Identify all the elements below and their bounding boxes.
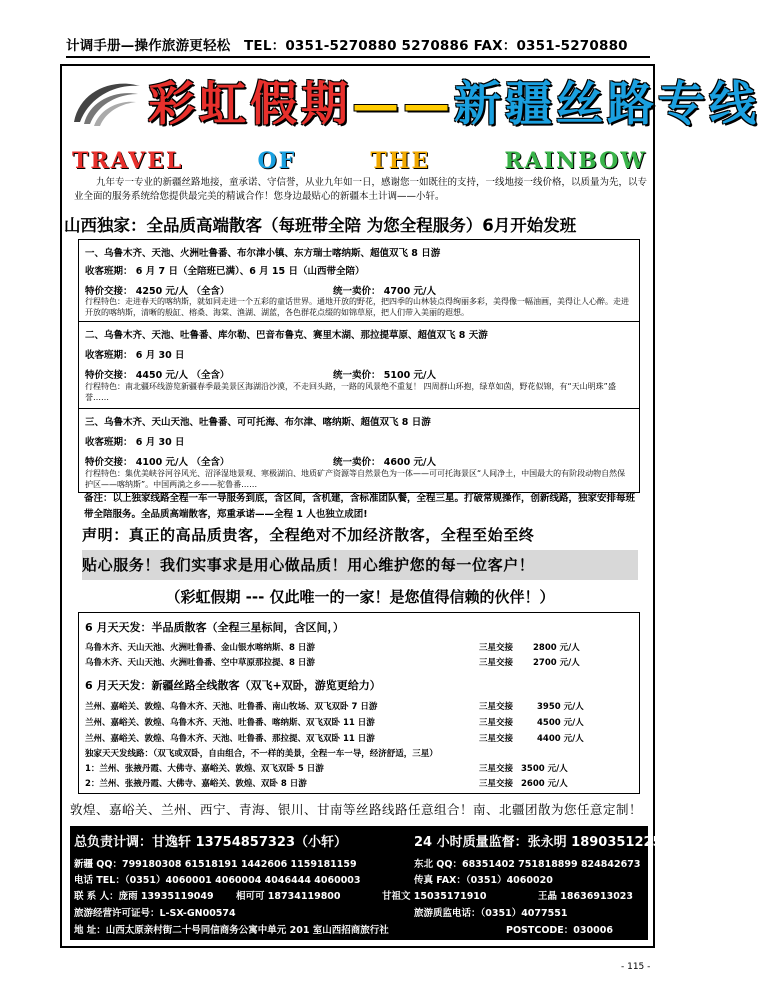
daily-label: 三星交接 [479, 643, 514, 653]
daily-route: 乌鲁木齐、天山天池、火洲吐鲁番、金山银水喀纳斯、8 日游 [85, 643, 315, 653]
route-feature: 行程特色：集优美峡谷河谷风光、沼泽湿地景观、寒极湖泊、地质矿产资源等自然景色为一体——可可托海景区“人间净土，中国最大的有阶段动物自然保护区——喀纳斯”。中国两淌之乡——驼鲁番…… [85, 469, 626, 489]
intro-paragraph: 九年专一专业的新疆丝路地接，童承诺、守信誉，从业九年如一日，感谢您一如既往的支持，一线地接一线价格，以质量为先，以专业全面的服务系统给您提供最完美的精诚合作！您身边最贴心的新疆本土计调——小轩。 [74, 177, 648, 202]
daily-price: 2700 元/人 [533, 658, 580, 668]
fax: 传真 FAX：（0351）4060020 [414, 875, 553, 886]
daily-price: 2600 元/人 [521, 779, 568, 789]
daily-label: 三星交接 [479, 779, 514, 789]
daily-price: 3500 元/人 [521, 764, 568, 774]
route-price: 特价交接： 4100 元/人 （全含） [85, 457, 230, 468]
route-price: 特价交接： 4450 元/人 （全含） [85, 370, 230, 381]
daily-label: 三星交接 [479, 718, 514, 728]
postcode: POSTCODE：030006 [506, 925, 613, 936]
brand-title [148, 72, 760, 138]
contact-person: 甘祖文 15035171910 [382, 891, 487, 902]
exclusive-daily-heading: 独家天天发线路：（双飞或双卧，自由组合，不一样的美景，全程一车一导，经济舒适，三星） [85, 749, 438, 759]
quality-supervisor: 24 小时质量监督：张永明 18903512258 [414, 835, 671, 850]
travel-word: TRAVEL [72, 148, 184, 174]
semi-quality-heading: 6 月天天发：半品质散客（全程三星标间，含区间，） [85, 621, 344, 634]
chief-planner: 总负责计调：甘逸轩 13754857323（小轩） [74, 835, 348, 850]
header-slogan: 计调手册—操作旅游更轻松 [66, 38, 231, 54]
silk-road-heading: 6 月天天发：新疆丝路全线散客（双飞+双卧，游览更给力） [85, 679, 381, 692]
contact-person: 王晶 18636913023 [538, 891, 634, 902]
header-phone: TEL：0351-5270880 5270886 FAX：0351-5270880 [244, 38, 628, 54]
telephone: 电话 TEL：（0351）4060001 4060004 4046444 4060003 [74, 875, 361, 886]
route-dates: 收客班期： 6 月 30 日 [85, 437, 185, 448]
daily-label: 三星交接 [479, 702, 514, 712]
daily-label: 三星交接 [479, 734, 514, 744]
daily-route: 2：兰州、张掖丹霞、大佛寺、嘉峪关、敦煌、双卧 8 日游 [85, 779, 307, 789]
daily-route: 1：兰州、张掖丹霞、大佛寺、嘉峪关、敦煌、双飞双卧 5 日游 [85, 764, 324, 774]
daily-departure-box [78, 612, 640, 794]
route-feature: 行程特色：走进春天的喀纳斯，就如同走进一个五彩的童话世界。通地开放的野花，把四季的山林装点得绚丽多彩，美得像一幅油画，美得让人心醉。走进开放的喀纳斯，清晰的般缸、榕桑、海棠、渔湖、湖蓝，各色群花点缀的如锦草原，把人们带入美丽的遐想。 [85, 297, 629, 317]
license-number: 旅游经营许可证号：L-SX-GN00574 [74, 908, 236, 919]
daily-price: 3950 元/人 [537, 702, 584, 712]
route-divider [79, 321, 639, 322]
declaration-line-1: 声明：真正的高品质贵客，全程绝对不加经济散客，全程至始至终 [82, 526, 535, 544]
contact-person: 联 系 人：庞雨 13935119049 [74, 891, 214, 902]
page-header [66, 34, 650, 58]
travel-word: RAINBOW [504, 148, 647, 174]
route-title: 三、乌鲁木齐、天山天池、吐鲁番、可可托海、布尔津、喀纳斯、超值双飞 8 日游 [85, 417, 431, 428]
contact-person: 相可可 18734119800 [236, 891, 341, 902]
route-title: 一、乌鲁木齐、天池、火洲吐鲁番、布尔津小镇、东方瑞士喀纳斯、超值双飞 8 日游 [85, 248, 441, 259]
address: 地 址：山西太原亲村街二十号同信商务公寓中单元 201 室山西招商旅行社 [74, 925, 389, 936]
daily-route: 兰州、嘉峪关、敦煌、乌鲁木齐、天池、吐鲁番、喀纳斯、双飞双卧 11 日游 [85, 718, 375, 728]
daily-price: 4400 元/人 [537, 734, 584, 744]
quality-phone: 旅游质监电话：（0351）4077551 [414, 908, 568, 919]
daily-label: 三星交接 [479, 764, 514, 774]
xinjiang-qq: 新疆 QQ：799180308 61518191 1442606 1159181159 [74, 859, 357, 870]
declaration-line-3: （彩虹假期 --- 仅此唯一的一家！是您值得信赖的伙伴！） [165, 588, 555, 606]
combination-tagline: 敦煌、嘉峪关、兰州、西宁、青海、银川、甘南等丝路线路任意组合！南、北疆团散为您任意定制！ [70, 802, 643, 817]
route-sell-price: 统一卖价： 5100 元/人 [333, 370, 437, 381]
daily-price: 2800 元/人 [533, 643, 580, 653]
travel-word: THE [370, 148, 431, 174]
route-dates: 收客班期： 6 月 7 日（全陪班已满）、6 月 15 日（山西带全陪） [85, 266, 365, 277]
route-divider [79, 408, 639, 409]
route-price: 特价交接： 4250 元/人 （全含） [85, 286, 230, 297]
route-sell-price: 统一卖价： 4600 元/人 [333, 457, 437, 468]
exclusive-headline: 山西独家：全品质高端散客（每班带全陪 为您全程服务）6月开始发班 [64, 216, 577, 235]
daily-route: 兰州、嘉峪关、敦煌、乌鲁木齐、天池、吐鲁番、南山牧场、双飞双卧 7 日游 [85, 702, 378, 712]
contact-panel [70, 826, 671, 940]
travel-word: OF [257, 148, 297, 174]
route-feature: 行程特色：南北疆环线游览新疆春季最美景区海湖沿沙漠，不走回头路，一路的风景绝不重复！ 四周群山环抱，绿草如茵，野花似锦，有“天山明珠”盛誉…… [85, 382, 616, 402]
northeast-qq: 东北 QQ：68351402 751818899 824842673 [414, 859, 641, 870]
page-number: - 115 - [621, 962, 651, 972]
brand-title-rainbow: 彩虹假期 [148, 77, 352, 132]
daily-route: 乌鲁木齐、天山天池、火洲吐鲁番、空中草原那拉提、8 日游 [85, 658, 315, 668]
route-sell-price: 统一卖价： 4700 元/人 [333, 286, 437, 297]
declaration-line-2: 贴心服务！我们实事求是用心做品质！用心维护您的每一位客户！ [82, 550, 638, 580]
travel-banner [72, 148, 647, 174]
route-dates: 收客班期： 6 月 30 日 [85, 350, 185, 361]
daily-route: 兰州、嘉峪关、敦煌、乌鲁木齐、天池、吐鲁番、那拉提、双飞双卧 11 日游 [85, 734, 375, 744]
daily-label: 三星交接 [479, 658, 514, 668]
brand-title-dash: —— [352, 77, 454, 132]
daily-price: 4500 元/人 [537, 718, 584, 728]
route-title: 二、乌鲁木齐、天池、吐鲁番、库尔勒、巴音布鲁克、赛里木湖、那拉提草原、超值双飞 8 天游 [85, 330, 488, 341]
brochure-frame [60, 64, 760, 948]
swoosh-logo-icon [70, 76, 142, 130]
remark-text: 备注：以上独家线路全程一车一导服务到底，含区间，含机建，含标准团队餐，全程三星。打破常规操作，创新线路，独家安排每班带全陪服务。全品质高端散客，郑重承诺——全程 1 人也独立成团! [84, 493, 636, 520]
route-list [78, 239, 640, 493]
brand-title-silkroad: 新疆丝路专线 [454, 77, 760, 132]
